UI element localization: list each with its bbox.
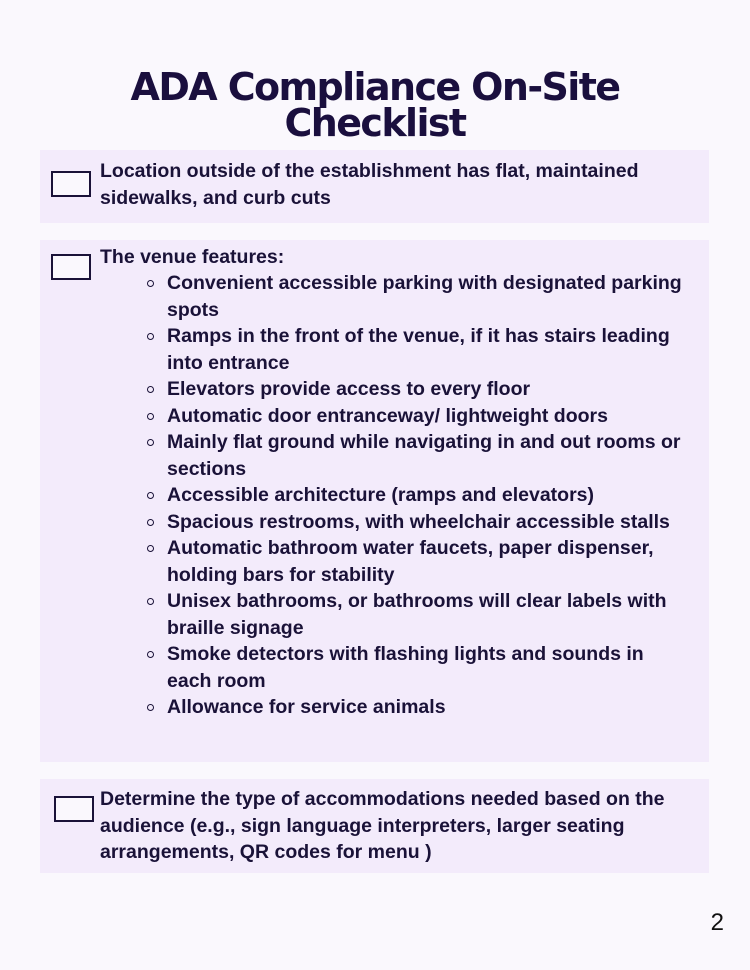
list-item: Accessible architecture (ramps and elevators) xyxy=(167,482,687,509)
checklist-item-text: The venue features: xyxy=(100,246,285,268)
circle-bullet-icon xyxy=(147,651,154,658)
checklist-item-accommodations xyxy=(40,779,709,873)
checkbox[interactable] xyxy=(51,171,91,197)
circle-bullet-icon xyxy=(147,413,154,420)
list-item: Ramps in the front of the venue, if it has stairs leading into entrance xyxy=(167,323,687,376)
checklist-item-sidewalks xyxy=(40,150,709,223)
list-item: Allowance for service animals xyxy=(167,694,687,721)
circle-bullet-icon xyxy=(147,545,154,552)
circle-bullet-icon xyxy=(147,386,154,393)
list-item: Smoke detectors with flashing lights and sounds in each room xyxy=(167,641,687,694)
list-item: Elevators provide access to every floor xyxy=(167,376,687,403)
venue-features-list xyxy=(167,270,687,721)
checkbox[interactable] xyxy=(54,796,94,822)
list-item: Automatic bathroom water faucets, paper dispenser, holding bars for stability xyxy=(167,535,687,588)
page-number: 2 xyxy=(710,909,724,936)
list-item: Unisex bathrooms, or bathrooms will clear labels with braille signage xyxy=(167,588,687,641)
page-title xyxy=(0,65,750,146)
circle-bullet-icon xyxy=(147,704,154,711)
circle-bullet-icon xyxy=(147,280,154,287)
list-item: Mainly flat ground while navigating in and out rooms or sections xyxy=(167,429,687,482)
circle-bullet-icon xyxy=(147,333,154,340)
circle-bullet-icon xyxy=(147,492,154,499)
circle-bullet-icon xyxy=(147,598,154,605)
list-item: Automatic door entranceway/ lightweight doors xyxy=(167,403,687,430)
checkbox[interactable] xyxy=(51,254,91,280)
page-title-line-2: Checklist xyxy=(284,101,466,146)
circle-bullet-icon xyxy=(147,439,154,446)
circle-bullet-icon xyxy=(147,519,154,526)
checklist-item-text: Location outside of the establishment has flat, maintained sidewalks, and curb cuts xyxy=(100,160,639,209)
list-item: Spacious restrooms, with wheelchair accessible stalls xyxy=(167,509,687,536)
page-title-line-1: ADA Compliance On-Site xyxy=(130,65,620,110)
checklist-item-venue-features xyxy=(40,240,709,762)
list-item: Convenient accessible parking with designated parking spots xyxy=(167,270,687,323)
checklist-item-text: Determine the type of accommodations needed based on the audience (e.g., sign language interpreters, larger seating arrangements, QR codes for menu ) xyxy=(100,788,665,863)
